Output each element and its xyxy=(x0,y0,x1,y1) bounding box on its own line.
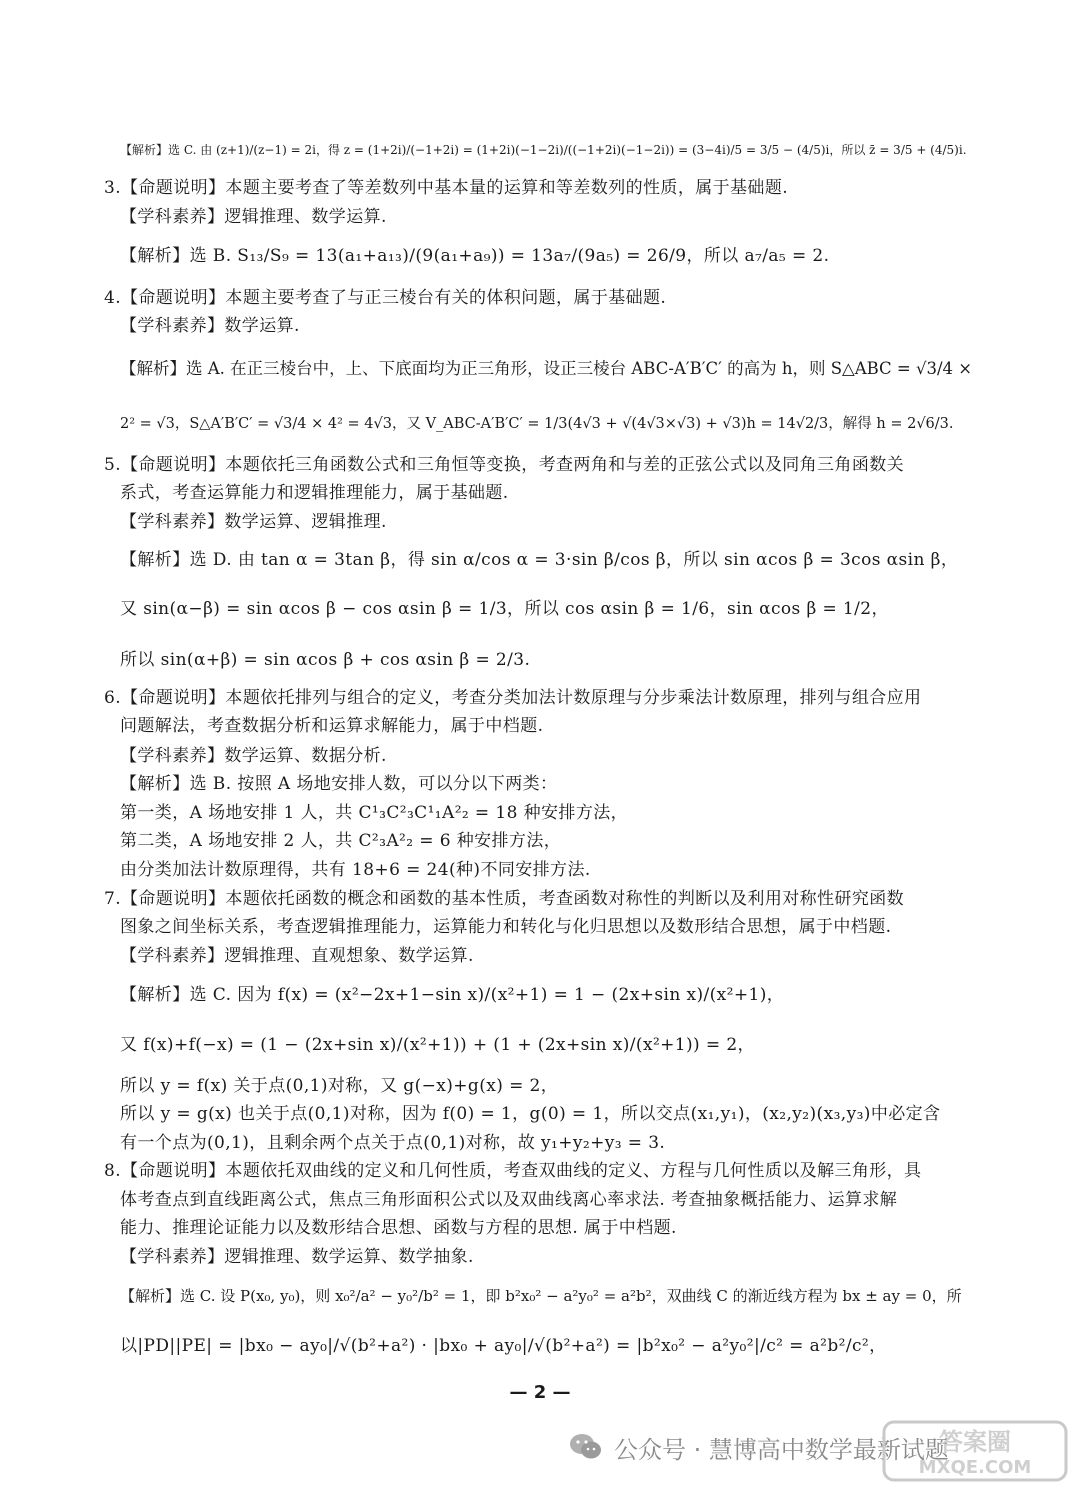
text-line: 2² = √3，S△A′B′C′ = √3/4 × 4² = 4√3，又 V_ABC-A′B′C′ = 1/3(4√3 + √(4√3×√3) + √3)h = 14√2/3，解得 h = 2√6/3. xyxy=(120,416,954,432)
text-line: 有一个点为(0,1)，且剩余两个点关于点(0,1)对称，故 y₁+y₂+y₃ = 3. xyxy=(120,1133,666,1153)
question-3-header: 3.【命题说明】本题主要考查了等差数列中基本量的运算和等差数列的性质，属于基础题. xyxy=(104,178,789,198)
text-line: 图象之间坐标关系，考查逻辑推理能力，运算能力和转化与化归思想以及数形结合思想，属于中档题. xyxy=(120,917,892,937)
watermark-text: 公众号 · 慧博高中数学最新试题 xyxy=(614,1435,949,1464)
svg-text:答案圈: 答案圈 xyxy=(939,1428,1011,1456)
text-line: 【解析】选 D. 由 tan α = 3tan β，得 sin α/cos α = 3·sin β/cos β，所以 sin αcos β = 3cos αsin β， xyxy=(120,550,959,570)
question-6-header: 6.【命题说明】本题依托排列与组合的定义，考查分类加法计数原理与分步乘法计数原理，排列与组合应用 xyxy=(104,688,922,708)
question-4-header: 4.【命题说明】本题主要考查了与正三棱台有关的体积问题，属于基础题. xyxy=(104,288,667,308)
text-line: 又 f(x)+f(−x) = (1 − (2x+sin x)/(x²+1)) + (1 + (2x+sin x)/(x²+1)) = 2， xyxy=(120,1035,755,1055)
text-line: 以|PD||PE| = |bx₀ − ay₀|/√(b²+a²) · |bx₀ + ay₀|/√(b²+a²) = |b²x₀² − a²y₀²|/c² = a²b²/c²， xyxy=(120,1336,887,1356)
question-8-header: 8.【命题说明】本题依托双曲线的定义和几何性质，考查双曲线的定义、方程与几何性质以及解三角形，具 xyxy=(104,1161,922,1181)
text-line: 体考查点到直线距离公式，焦点三角形面积公式以及双曲线离心率求法. 考查抽象概括能力、运算求解 xyxy=(120,1190,898,1210)
text-line: 系式，考查运算能力和逻辑推理能力，属于基础题. xyxy=(120,483,509,503)
text-line: 【解析】选 C. 由 (z+1)/(z−1) = 2i，得 z = (1+2i)/(−1+2i) = (1+2i)(−1−2i)/((−1+2i)(−1−2i)) = (3−4i)/5 = 3/5 − (4/5)i，所以 z̄ = 3/5 + (4/5)i. xyxy=(120,143,967,157)
text-line: 所以 y = f(x) 关于点(0,1)对称，又 g(−x)+g(x) = 2， xyxy=(120,1076,559,1096)
text-line: 又 sin(α−β) = sin αcos β − cos αsin β = 1/3，所以 cos αsin β = 1/6，sin αcos β = 1/2， xyxy=(120,599,889,619)
page-number: — 2 — xyxy=(509,1382,571,1403)
text-line: 所以 y = g(x) 也关于点(0,1)对称，因为 f(0) = 1，g(0) = 1，所以交点(x₁,y₁)，(x₂,y₂)(x₃,y₃)中必定含 xyxy=(120,1104,941,1124)
text-line: 第一类，A 场地安排 1 人，共 C¹₃C²₃C¹₁A²₂ = 18 种安排方法， xyxy=(120,803,629,823)
text-line: 由分类加法计数原理得，共有 18+6 = 24(种)不同安排方法. xyxy=(120,860,591,880)
text-line: 第二类，A 场地安排 2 人，共 C²₃A²₂ = 6 种安排方法， xyxy=(120,831,562,851)
svg-text:MXQE.COM: MXQE.COM xyxy=(918,1457,1032,1478)
text-line: 【学科素养】逻辑推理、数学运算. xyxy=(120,207,387,227)
text-line: 【解析】选 C. 设 P(x₀, y₀)，则 x₀²/a² − y₀²/b² = 1，即 b²x₀² − a²y₀² = a²b²，双曲线 C 的渐近线方程为 bx ± ay = 0，所 xyxy=(120,1287,962,1305)
text-line: 【解析】选 B. 按照 A 场地安排人数，可以分以下两类： xyxy=(120,774,558,794)
text-line: 【解析】选 C. 因为 f(x) = (x²−2x+1−sin x)/(x²+1) = 1 − (2x+sin x)/(x²+1)， xyxy=(120,985,785,1005)
text-line: 【学科素养】数学运算、数据分析. xyxy=(120,746,387,766)
question-7-header: 7.【命题说明】本题依托函数的概念和函数的基本性质，考查函数对称性的判断以及利用对称性研究函数 xyxy=(104,889,905,909)
text-line: 能力、推理论证能力以及数形结合思想、函数与方程的思想. 属于中档题. xyxy=(120,1218,677,1238)
text-line: 【学科素养】数学运算. xyxy=(120,316,300,336)
text-line: 【学科素养】数学运算、逻辑推理. xyxy=(120,512,387,532)
text-line: 问题解法，考查数据分析和运算求解能力，属于中档题. xyxy=(120,716,544,736)
site-logo xyxy=(880,1418,1070,1484)
text-line: 所以 sin(α+β) = sin αcos β + cos αsin β = 2/3. xyxy=(120,650,531,670)
text-line: 【解析】选 B. S₁₃/S₉ = 13(a₁+a₁₃)/(9(a₁+a₉)) = 13a₇/(9a₅) = 26/9，所以 a₇/a₅ = 2. xyxy=(120,246,830,266)
text-line: 【学科素养】逻辑推理、数学运算、数学抽象. xyxy=(120,1247,474,1267)
text-line: 【解析】选 A. 在正三棱台中，上、下底面均为正三角形，设正三棱台 ABC-A′B′C′ 的高为 h，则 S△ABC = √3/4 × xyxy=(120,359,973,378)
wechat-icon xyxy=(568,1432,604,1462)
question-5-header: 5.【命题说明】本题依托三角函数公式和三角恒等变换，考查两角和与差的正弦公式以及同角三角函数关 xyxy=(104,455,905,475)
text-line: 【学科素养】逻辑推理、直观想象、数学运算. xyxy=(120,946,474,966)
